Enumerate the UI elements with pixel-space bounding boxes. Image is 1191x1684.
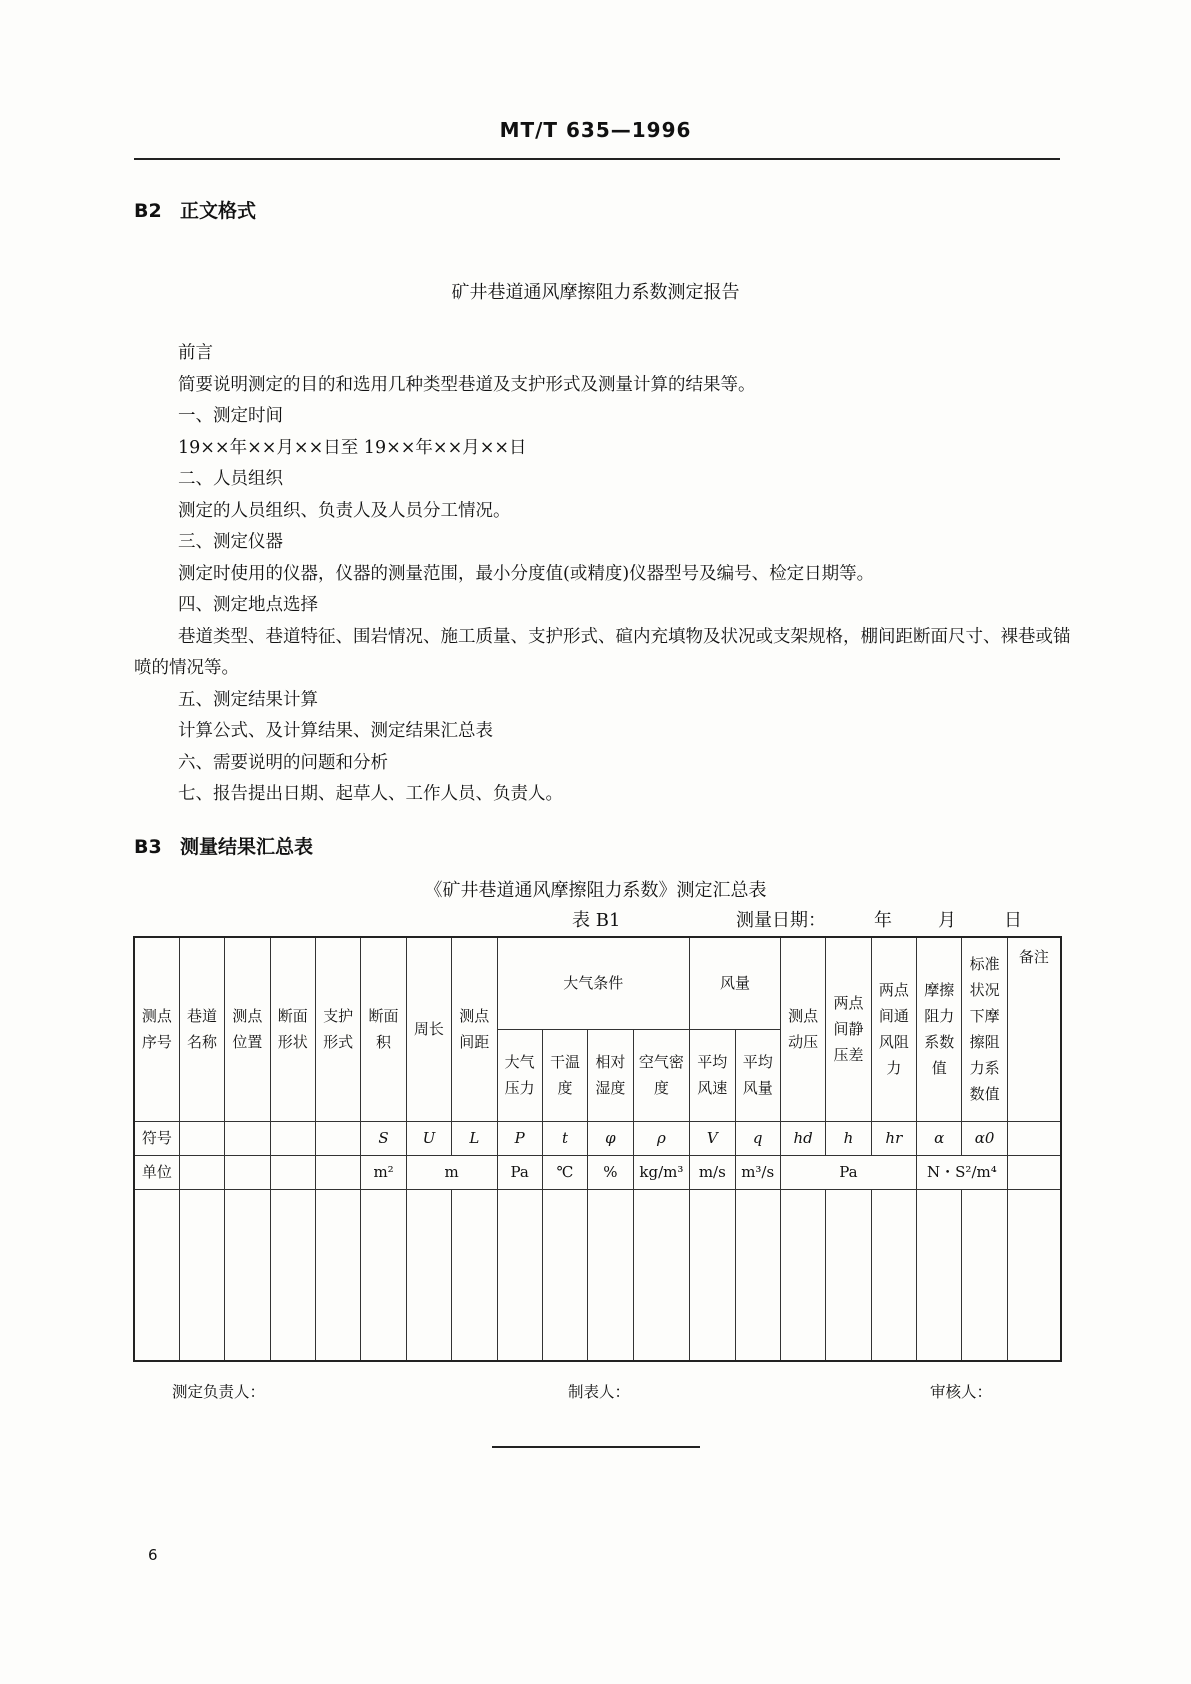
section-b3-title: 测量结果汇总表 (180, 836, 314, 858)
col-friction-coef: 摩擦阻力系数值 (917, 937, 962, 1121)
col-flow: 平均风量 (735, 1029, 780, 1121)
col-perimeter: 周长 (406, 937, 451, 1121)
symbol-row-label: 符号 (134, 1121, 179, 1155)
symbol-dynamic: hd (780, 1121, 825, 1155)
signature-lead: 测定负责人： (172, 1383, 266, 1401)
table-number: 表 B1 (572, 910, 621, 931)
outline-line: 计算公式、及计算结果、测定结果汇总表 (178, 721, 493, 741)
signature-maker: 制表人： (568, 1383, 631, 1401)
section-b2-title: 正文格式 (180, 200, 257, 222)
symbol-spacing: L (452, 1121, 497, 1155)
col-dry-temp: 干温度 (542, 1029, 587, 1121)
col-resistance: 两点间通风阻力 (871, 937, 916, 1121)
unit-pressure: Pa (497, 1155, 542, 1189)
col-position: 测点位置 (225, 937, 270, 1121)
unit-length: m (406, 1155, 497, 1189)
outline-line: 前言 (178, 343, 213, 363)
symbol-perimeter: U (406, 1121, 451, 1155)
col-group-atmosphere: 大气条件 (497, 937, 690, 1029)
col-group-airflow: 风量 (690, 937, 781, 1029)
col-dynamic-pressure: 测点动压 (780, 937, 825, 1121)
symbol-pressure: P (497, 1121, 542, 1155)
end-rule (492, 1446, 700, 1448)
col-name: 巷道名称 (179, 937, 224, 1121)
col-std-friction-coef: 标准状况下摩擦阻力系数值 (962, 937, 1007, 1121)
col-velocity: 平均风速 (690, 1029, 735, 1121)
symbol-density: ρ (633, 1121, 690, 1155)
col-spacing: 测点间距 (452, 937, 497, 1121)
outline-line: 七、报告提出日期、起草人、工作人员、负责人。 (178, 784, 563, 804)
table-row-blank (134, 1189, 1061, 1361)
symbol-std-coef: α0 (962, 1121, 1007, 1155)
unit-row-label: 单位 (134, 1155, 179, 1189)
unit-coef: N・S²/m⁴ (917, 1155, 1008, 1189)
col-humidity: 相对湿度 (588, 1029, 633, 1121)
measure-date-label: 测量日期： (736, 910, 826, 931)
outline-line: 四、测定地点选择 (178, 595, 318, 615)
header-rule (134, 158, 1060, 160)
col-support: 支护形式 (316, 937, 361, 1121)
section-b3-number: B3 (134, 836, 162, 858)
outline-line: 测定时使用的仪器，仪器的测量范围，最小分度值(或精度)仪器型号及编号、检定日期等。 (178, 563, 875, 584)
unit-area: m² (361, 1155, 406, 1189)
symbol-area: S (361, 1121, 406, 1155)
date-year: 年 (874, 910, 892, 931)
col-pressure: 大气压力 (497, 1029, 542, 1121)
outline-line: 测定的人员组织、负责人及人员分工情况。 (178, 500, 511, 521)
outline-line: 五、测定结果计算 (178, 689, 318, 710)
outline-line: 六、需要说明的问题和分析 (178, 752, 388, 773)
outline-line: 简要说明测定的目的和选用几种类型巷道及支护形式及测量计算的结果等。 (178, 374, 756, 395)
col-static-diff: 两点间静压差 (826, 937, 871, 1121)
report-title: 矿井巷道通风摩擦阻力系数测定报告 (451, 282, 740, 303)
standard-code: MT/T 635—1996 (499, 118, 692, 142)
section-b2-number: B2 (134, 200, 162, 222)
unit-flow: m³/s (735, 1155, 780, 1189)
symbol-velocity: V (690, 1121, 735, 1155)
col-shape: 断面形状 (270, 937, 315, 1121)
symbol-resistance: hr (871, 1121, 916, 1155)
symbol-coef: α (917, 1121, 962, 1155)
symbol-static-diff: h (826, 1121, 871, 1155)
section-b2-heading (134, 196, 256, 223)
table-title: 《矿井巷道通风摩擦阻力系数》测定汇总表 (424, 880, 767, 901)
unit-density: kg/m³ (633, 1155, 690, 1189)
col-seq: 测点序号 (134, 937, 179, 1121)
outline-line: 三、测定仪器 (178, 532, 283, 552)
page-number: 6 (148, 1546, 158, 1564)
unit-velocity: m/s (690, 1155, 735, 1189)
symbol-temp: t (542, 1121, 587, 1155)
report-outline (134, 338, 1074, 811)
outline-line: 巷道类型、巷道特征、围岩情况、施工质量、支护形式、碹内充填物及状况或支架规格，棚间距断面尺寸、裸巷或锚喷的情况等。 (134, 626, 1071, 678)
summary-table (133, 936, 1062, 1362)
signature-reviewer: 审核人： (930, 1383, 993, 1401)
outline-line: 19××年××月××日至 19××年××月××日 (178, 437, 527, 458)
symbol-humidity: φ (588, 1121, 633, 1155)
date-day: 日 (1004, 910, 1022, 931)
unit-temp: ℃ (542, 1155, 587, 1189)
col-density: 空气密度 (633, 1029, 690, 1121)
outline-line: 二、人员组织 (178, 469, 283, 489)
col-area: 断面积 (361, 937, 406, 1121)
date-month: 月 (938, 910, 956, 931)
outline-line: 一、测定时间 (178, 406, 283, 426)
col-remarks: 备注 (1007, 937, 1061, 1121)
section-b3-heading (134, 832, 313, 859)
symbol-flow: q (735, 1121, 780, 1155)
unit-humidity: % (588, 1155, 633, 1189)
unit-pa: Pa (780, 1155, 916, 1189)
